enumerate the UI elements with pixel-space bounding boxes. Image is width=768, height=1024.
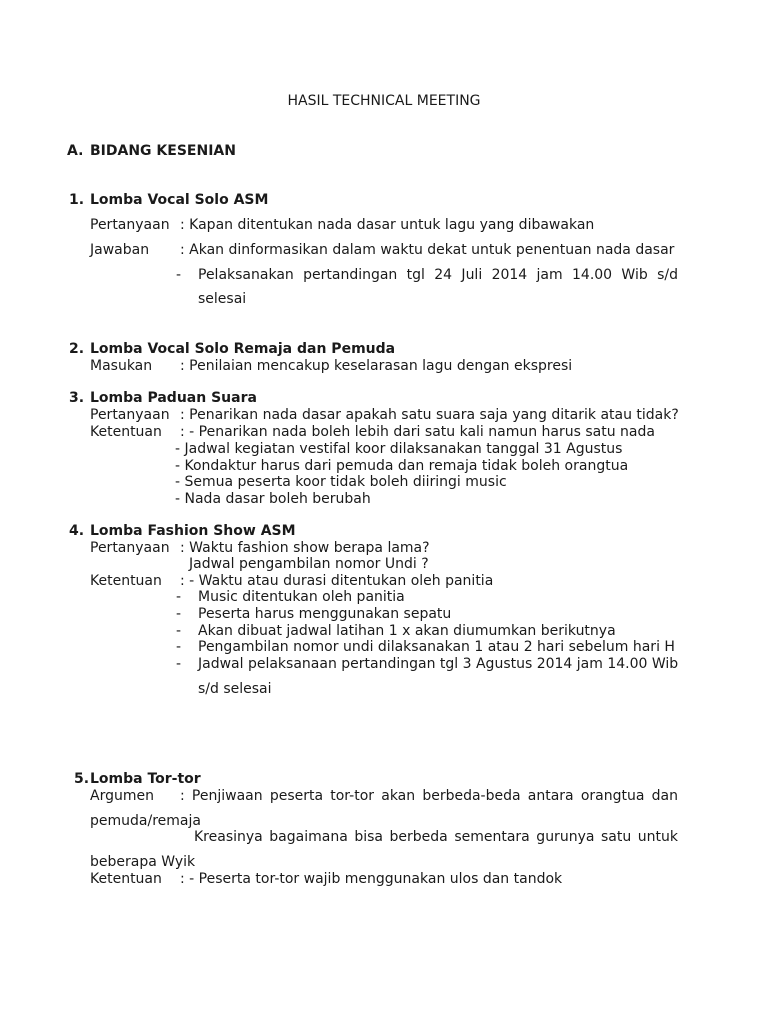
argumen-text-2-continued: beberapa Wyik (90, 854, 196, 870)
item-number: 2. (69, 341, 85, 357)
pertanyaan-label: Pertanyaan (90, 217, 170, 233)
item-title: Lomba Vocal Solo ASM (90, 192, 269, 208)
ketentuan-text: : - Peserta tor-tor wajib menggunakan ulos dan tandok (180, 871, 563, 887)
pertanyaan-label: Pertanyaan (90, 540, 170, 556)
bullet-dash: - (176, 267, 182, 283)
bullet-text: Pengambilan nomor undi dilaksanakan 1 atau 2 hari sebelum hari H (198, 639, 675, 655)
section-letter: A. (67, 143, 84, 159)
ketentuan-label: Ketentuan (90, 871, 162, 887)
bullet-text: Jadwal pelaksanaan pertandingan tgl 3 Agustus 2014 jam 14.00 Wib (198, 656, 679, 672)
pertanyaan-label: Pertanyaan (90, 407, 170, 423)
ketentuan-label: Ketentuan (90, 573, 162, 589)
section-title: BIDANG KESENIAN (90, 143, 236, 159)
item-number: 5. (74, 771, 90, 787)
bullet-text: Pelaksanakan pertandingan tgl 24 Juli 2014 jam 14.00 Wib s/d (198, 267, 678, 283)
argumen-text-2: Kreasinya bagaimana bisa berbeda sementara gurunya satu untuk (194, 829, 678, 845)
ketentuan-line: - Jadwal kegiatan vestifal koor dilaksanakan tanggal 31 Agustus (175, 441, 623, 457)
argumen-label: Argumen (90, 788, 154, 804)
ketentuan-line: - Kondaktur harus dari pemuda dan remaja tidak boleh orangtua (175, 458, 629, 474)
item-number: 1. (69, 192, 85, 208)
item-number: 4. (69, 523, 85, 539)
jawaban-text: : Akan dinformasikan dalam waktu dekat untuk penentuan nada dasar (180, 242, 675, 258)
pertanyaan-text: : Kapan ditentukan nada dasar untuk lagu yang dibawakan (180, 217, 595, 233)
masukan-label: Masukan (90, 358, 153, 374)
bullet-text-continued: selesai (198, 291, 247, 307)
item-title: Lomba Fashion Show ASM (90, 523, 296, 539)
bullet-text-continued: s/d selesai (198, 681, 272, 697)
ketentuan-label: Ketentuan (90, 424, 162, 440)
bullet-dash: - (176, 589, 182, 605)
ketentuan-text: : - Waktu atau durasi ditentukan oleh panitia (180, 573, 494, 589)
argumen-text-continued: pemuda/remaja (90, 813, 201, 829)
bullet-dash: - (176, 606, 182, 622)
item-number: 3. (69, 390, 85, 406)
item-title: Lomba Vocal Solo Remaja dan Pemuda (90, 341, 396, 357)
ketentuan-text: : - Penarikan nada boleh lebih dari satu kali namun harus satu nada (180, 424, 655, 440)
bullet-text: Akan dibuat jadwal latihan 1 x akan diumumkan berikutnya (198, 623, 616, 639)
document-title: HASIL TECHNICAL MEETING (287, 93, 481, 109)
ketentuan-line: - Nada dasar boleh berubah (175, 491, 371, 507)
item-title: Lomba Tor-tor (90, 771, 201, 787)
bullet-dash: - (176, 623, 182, 639)
pertanyaan-text: : Penarikan nada dasar apakah satu suara saja yang ditarik atau tidak? (180, 407, 679, 423)
ketentuan-line: - Semua peserta koor tidak boleh diiringi music (175, 474, 507, 490)
masukan-text: : Penilaian mencakup keselarasan lagu dengan ekspresi (180, 358, 573, 374)
argumen-text: : Penjiwaan peserta tor-tor akan berbeda-beda antara orangtua dan (180, 788, 678, 804)
pertanyaan-text: : Waktu fashion show berapa lama? (180, 540, 430, 556)
bullet-text: Music ditentukan oleh panitia (198, 589, 405, 605)
bullet-text: Peserta harus menggunakan sepatu (198, 606, 452, 622)
pertanyaan-text-2: Jadwal pengambilan nomor Undi ? (189, 556, 429, 572)
bullet-dash: - (176, 656, 182, 672)
bullet-dash: - (176, 639, 182, 655)
jawaban-label: Jawaban (90, 242, 150, 258)
item-title: Lomba Paduan Suara (90, 390, 257, 406)
